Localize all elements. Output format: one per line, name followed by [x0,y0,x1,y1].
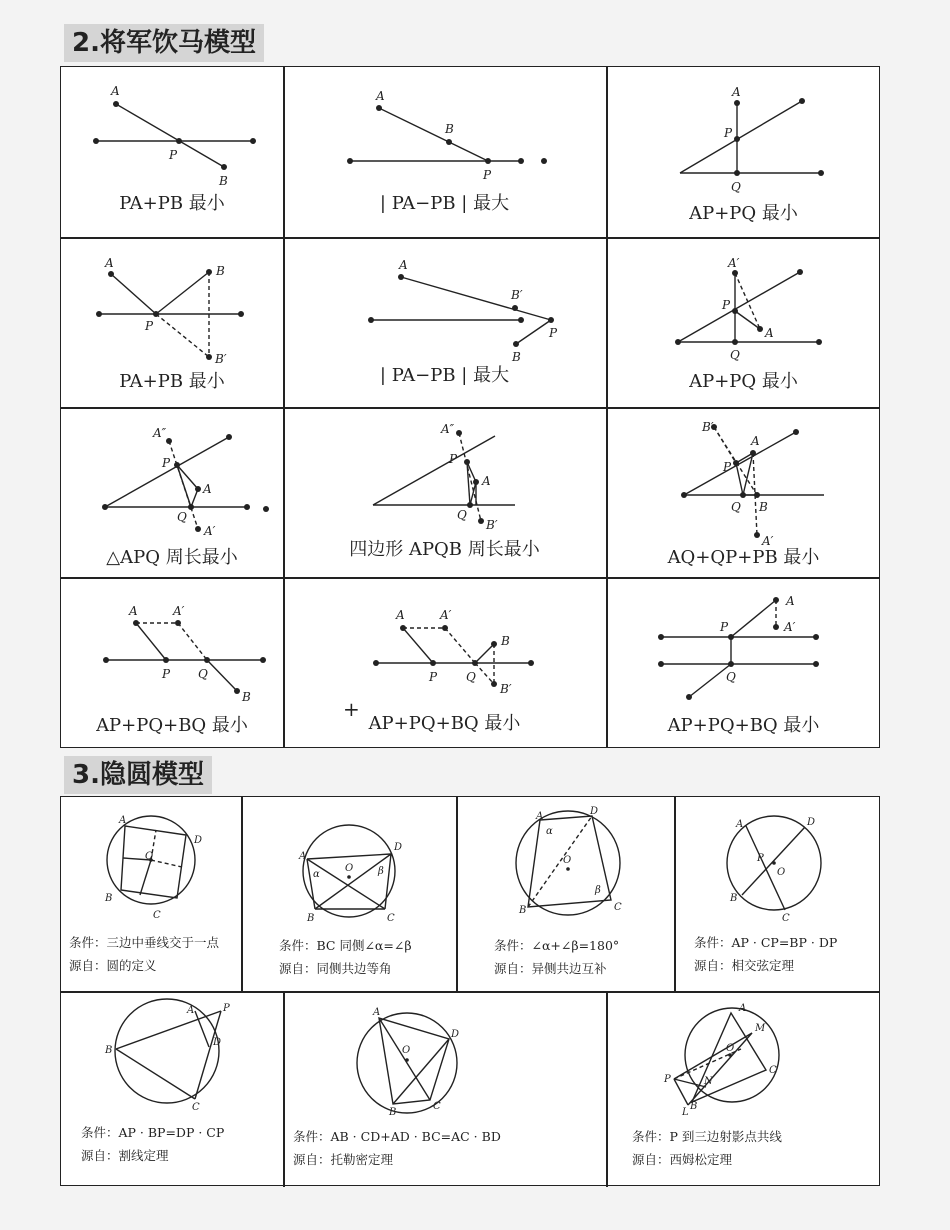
cell-aq-qp-pb-min [606,407,881,577]
label-b: B [730,893,738,904]
label-p: P [145,319,154,333]
geometry-line [680,101,802,173]
condition-text: 条件：AP · CP=BP · DP [694,935,838,950]
label-a: A [187,1005,195,1016]
label-a: A [399,258,408,272]
caption: PA+PB 最小 [119,193,225,214]
label-p: P [724,126,733,140]
geometry-line [207,660,237,691]
geometry-line [105,437,229,507]
drinking-horse-model-grid [60,66,880,748]
label-a: A [105,256,114,270]
label-a: A [751,434,760,448]
stray-plus-mark: + [343,697,360,721]
point-dot [732,270,738,276]
label-a: A [765,326,774,340]
label-p: P [223,1003,230,1014]
point-dot [734,100,740,106]
geometry-line [445,628,475,663]
geometry-line [385,854,391,909]
label-a-double-prime: A″ [153,426,167,440]
label-c: C [769,1065,777,1076]
label-o: O [345,863,354,874]
geometry-line [156,314,209,357]
label-p: P [723,460,732,474]
cell-pa-plus-pb-min-reflect [61,237,283,407]
point-dot [456,430,462,436]
geometry-line [470,482,476,505]
condition-text: 条件：AB · CD+AD · BC=AC · BD [293,1129,501,1144]
geometry-line [714,427,736,463]
cell-circle-definition [61,797,241,991]
point-dot [347,875,351,879]
geometry-line [111,274,156,314]
label-a: A [203,482,212,496]
point-dot [754,492,760,498]
point-dot [512,305,518,311]
point-dot [485,158,491,164]
point-dot [400,625,406,631]
label-a-prime: A′ [204,524,216,538]
point-dot [813,634,819,640]
geometry-polygon [379,1018,449,1104]
point-dot [681,492,687,498]
geometry-line [516,320,551,344]
geometry-line [674,1079,688,1105]
point-dot [153,311,159,317]
label-a-double-prime: A″ [441,422,455,436]
point-dot [96,311,102,317]
point-dot [103,657,109,663]
caption: △APQ 周长最小 [106,547,238,568]
cell-pa-plus-pb-min [61,67,283,237]
point-dot [464,459,470,465]
geometry-line [736,463,743,495]
label-a: A [111,84,120,98]
label-d: D [394,842,403,853]
label-b: B [445,122,454,136]
geometry-line [688,1033,752,1105]
label-p: P [549,326,558,340]
label-b: B [105,893,113,904]
label-b: B [219,174,228,188]
point-dot [226,434,232,440]
label-q: Q [198,667,208,681]
geometry-line [151,860,182,867]
hidden-circle-model-grid [60,796,880,1186]
point-dot [732,308,738,314]
point-dot [818,170,824,176]
point-dot [204,657,210,663]
section-title-general-drinking-horse: 2.将军饮马模型 [64,24,264,62]
geometry-line [475,644,494,663]
source-text: 源自：圆的定义 [69,958,157,973]
cell-ap-pq-bq-min-a [61,577,283,749]
label-p: P [162,456,171,470]
label-p: P [483,168,492,182]
point-dot [528,660,534,666]
label-p: P [722,298,731,312]
point-dot [93,138,99,144]
source-text: 源自：割线定理 [81,1148,169,1163]
point-dot [206,354,212,360]
geometry-line [379,108,488,161]
point-dot [518,158,524,164]
cell-ap-pq-bq-min-c [606,577,881,749]
point-dot [442,625,448,631]
point-dot [175,620,181,626]
geometry-line [156,272,209,314]
label-b-prime: B′ [486,518,498,532]
label-b-prime: B′ [511,288,523,302]
point-dot [446,139,452,145]
geometry-line [403,628,433,663]
label-c: C [614,902,622,913]
geometry-line [689,664,731,697]
point-dot [732,339,738,345]
geometry-circle [115,999,222,1103]
caption: 四边形 APQB 周长最小 [349,539,540,560]
geometry-line [177,465,191,507]
label-q: Q [726,670,736,684]
label-q: Q [731,180,741,194]
caption: AP+PQ 最小 [689,371,798,392]
point-dot [799,98,805,104]
point-dot [772,861,776,865]
label-n: N [704,1076,713,1087]
geometry-polygon [121,826,186,898]
point-dot [376,105,382,111]
point-dot [750,450,756,456]
point-dot [548,317,554,323]
point-dot [166,438,172,444]
label-alpha: α [313,869,320,880]
cell-pa-minus-pb-max [283,67,606,237]
point-dot [734,136,740,142]
point-dot [491,681,497,687]
point-dot [773,624,779,630]
label-a: A [396,608,405,622]
point-dot [430,660,436,666]
label-d: D [807,817,816,828]
point-dot [206,269,212,275]
label-o: O [726,1043,735,1054]
caption: AP+PQ+BQ 最小 [96,715,248,736]
point-dot [491,641,497,647]
label-a-prime: A′ [784,620,796,634]
source-text: 源自：托勒密定理 [293,1152,394,1167]
point-dot [238,311,244,317]
geometry-line [528,816,592,907]
label-p: P [757,853,764,864]
label-d: D [213,1037,222,1048]
point-dot [740,492,746,498]
caption: | PA−PB | 最大 [379,193,510,214]
label-a-prime: A′ [728,256,740,270]
label-a: A [739,1003,747,1014]
label-beta: β [595,885,601,896]
cell-same-side-equal-angles [241,797,456,991]
caption: AQ+QP+PB 最小 [667,547,820,568]
point-dot [472,660,478,666]
point-dot [728,634,734,640]
label-m: M [755,1023,766,1034]
label-o: O [145,851,154,862]
label-q: Q [177,510,187,524]
point-dot [195,486,201,492]
label-b: B [512,350,521,364]
geometry-line [373,436,495,505]
condition-text: 条件：∠α+∠β=180° [494,938,620,953]
label-b-prime: B′ [215,352,227,366]
geometry-line [116,1011,221,1049]
point-dot [675,339,681,345]
label-b: B [307,913,315,924]
geometry-line [684,432,796,495]
label-b: B [242,690,251,704]
cell-ap-plus-pq-min-reflect [606,237,881,407]
geometry-line [307,854,391,859]
label-a: A [786,594,795,608]
label-b-prime: B′ [702,420,714,434]
point-dot [757,326,763,332]
label-c: C [387,913,395,924]
caption: AP+PQ+BQ 最小 [368,713,521,734]
point-dot [797,269,803,275]
label-p: P [449,452,458,466]
cell-intersecting-chords [674,797,881,991]
cell-pa-minus-pb-max-reflect [283,237,606,407]
geometry-line [195,1011,221,1099]
label-q: Q [731,500,741,514]
condition-text: 条件：P 到三边射影点共线 [632,1129,782,1144]
point-dot [754,532,760,538]
geometry-line [307,859,315,909]
point-dot [368,317,374,323]
label-b: B [389,1107,397,1118]
label-a: A [129,604,138,618]
geometry-line [475,663,494,684]
label-o: O [777,867,786,878]
point-dot [686,694,692,700]
label-p: P [664,1074,671,1085]
point-dot [658,661,664,667]
label-o: O [563,855,572,866]
point-dot [195,526,201,532]
point-dot [113,101,119,107]
label-b-prime: B′ [500,682,512,696]
cell-simson-theorem [606,991,881,1187]
geometry-line [731,600,776,637]
label-a: A [299,851,307,862]
label-a: A [119,815,127,826]
source-text: 源自：相交弦定理 [694,958,795,973]
label-p: P [720,620,729,634]
point-dot [263,506,269,512]
label-a: A [376,89,385,103]
point-dot [398,274,404,280]
label-a-prime: A′ [173,604,185,618]
caption: PA+PB 最小 [119,371,225,392]
condition-text: 条件：AP · BP=DP · CP [81,1125,225,1140]
label-b: B [690,1101,698,1112]
label-beta: β [378,866,384,877]
label-c: C [153,910,161,921]
point-dot [728,661,734,667]
point-dot [373,660,379,666]
label-b: B [519,905,527,916]
cell-quadrilateral-apqb-perimeter [283,407,606,577]
geometry-line [401,277,551,320]
point-dot [234,688,240,694]
geometry-line [140,860,151,895]
point-dot [734,170,740,176]
point-dot [163,657,169,663]
label-alpha: α [546,826,553,837]
geometry-line [178,623,207,660]
cell-secant-theorem [61,991,283,1187]
condition-text: 条件：BC 同侧∠α=∠β [279,938,412,953]
label-p: P [162,667,171,681]
point-dot [813,661,819,667]
point-dot [221,164,227,170]
label-c: C [192,1102,200,1113]
label-a-prime: A′ [440,608,452,622]
cell-ap-plus-pq-min [606,67,881,237]
label-q: Q [457,508,467,522]
label-q: Q [730,348,740,362]
point-dot [478,518,484,524]
label-b: B [216,264,225,278]
point-dot [102,504,108,510]
point-dot [250,138,256,144]
point-dot [260,657,266,663]
label-a-prime: A′ [762,534,774,548]
point-dot [658,634,664,640]
cell-opposite-side-supplementary [456,797,674,991]
point-dot [513,341,519,347]
point-dot [518,317,524,323]
point-dot [793,429,799,435]
label-o: O [402,1045,411,1056]
label-a: A [736,819,744,830]
label-b: B [759,500,768,514]
section-title-hidden-circle: 3.隐圆模型 [64,756,212,794]
point-dot [405,1058,409,1062]
point-dot [133,620,139,626]
point-dot [733,460,739,466]
cell-triangle-apq-perimeter [61,407,283,577]
source-text: 源自：西姆松定理 [632,1152,733,1167]
geometry-line [116,1049,195,1099]
point-dot [347,158,353,164]
point-dot [108,271,114,277]
label-a: A [536,811,544,822]
source-text: 源自：异侧共边互补 [494,961,607,976]
point-dot [541,158,547,164]
label-p: P [429,670,438,684]
caption: AP+PQ+BQ 最小 [667,715,820,736]
geometry-line [136,623,166,660]
label-a: A [373,1007,381,1018]
caption: AP+PQ 最小 [689,203,798,224]
point-dot [473,479,479,485]
point-dot [773,597,779,603]
point-dot [174,462,180,468]
caption: | PA−PB | 最大 [379,365,510,386]
label-a: A [732,85,741,99]
label-b: B [501,634,510,648]
label-a: A [482,474,491,488]
cell-ap-pq-bq-min-b [283,577,606,749]
label-q: Q [466,670,476,684]
point-dot [467,502,473,508]
label-c: C [433,1101,441,1112]
point-dot [188,504,194,510]
point-dot [816,339,822,345]
label-d: D [194,835,203,846]
label-l: L [682,1107,689,1118]
point-dot [566,867,570,871]
source-text: 源自：同侧共边等角 [279,961,392,976]
label-c: C [782,913,790,924]
label-p: P [169,148,178,162]
point-dot [176,138,182,144]
point-dot [244,504,250,510]
label-d: D [590,806,599,817]
label-d: D [451,1029,460,1040]
label-b: B [105,1045,113,1056]
cell-ptolemy-theorem [283,991,606,1187]
condition-text: 条件：三边中垂线交于一点 [69,935,220,950]
